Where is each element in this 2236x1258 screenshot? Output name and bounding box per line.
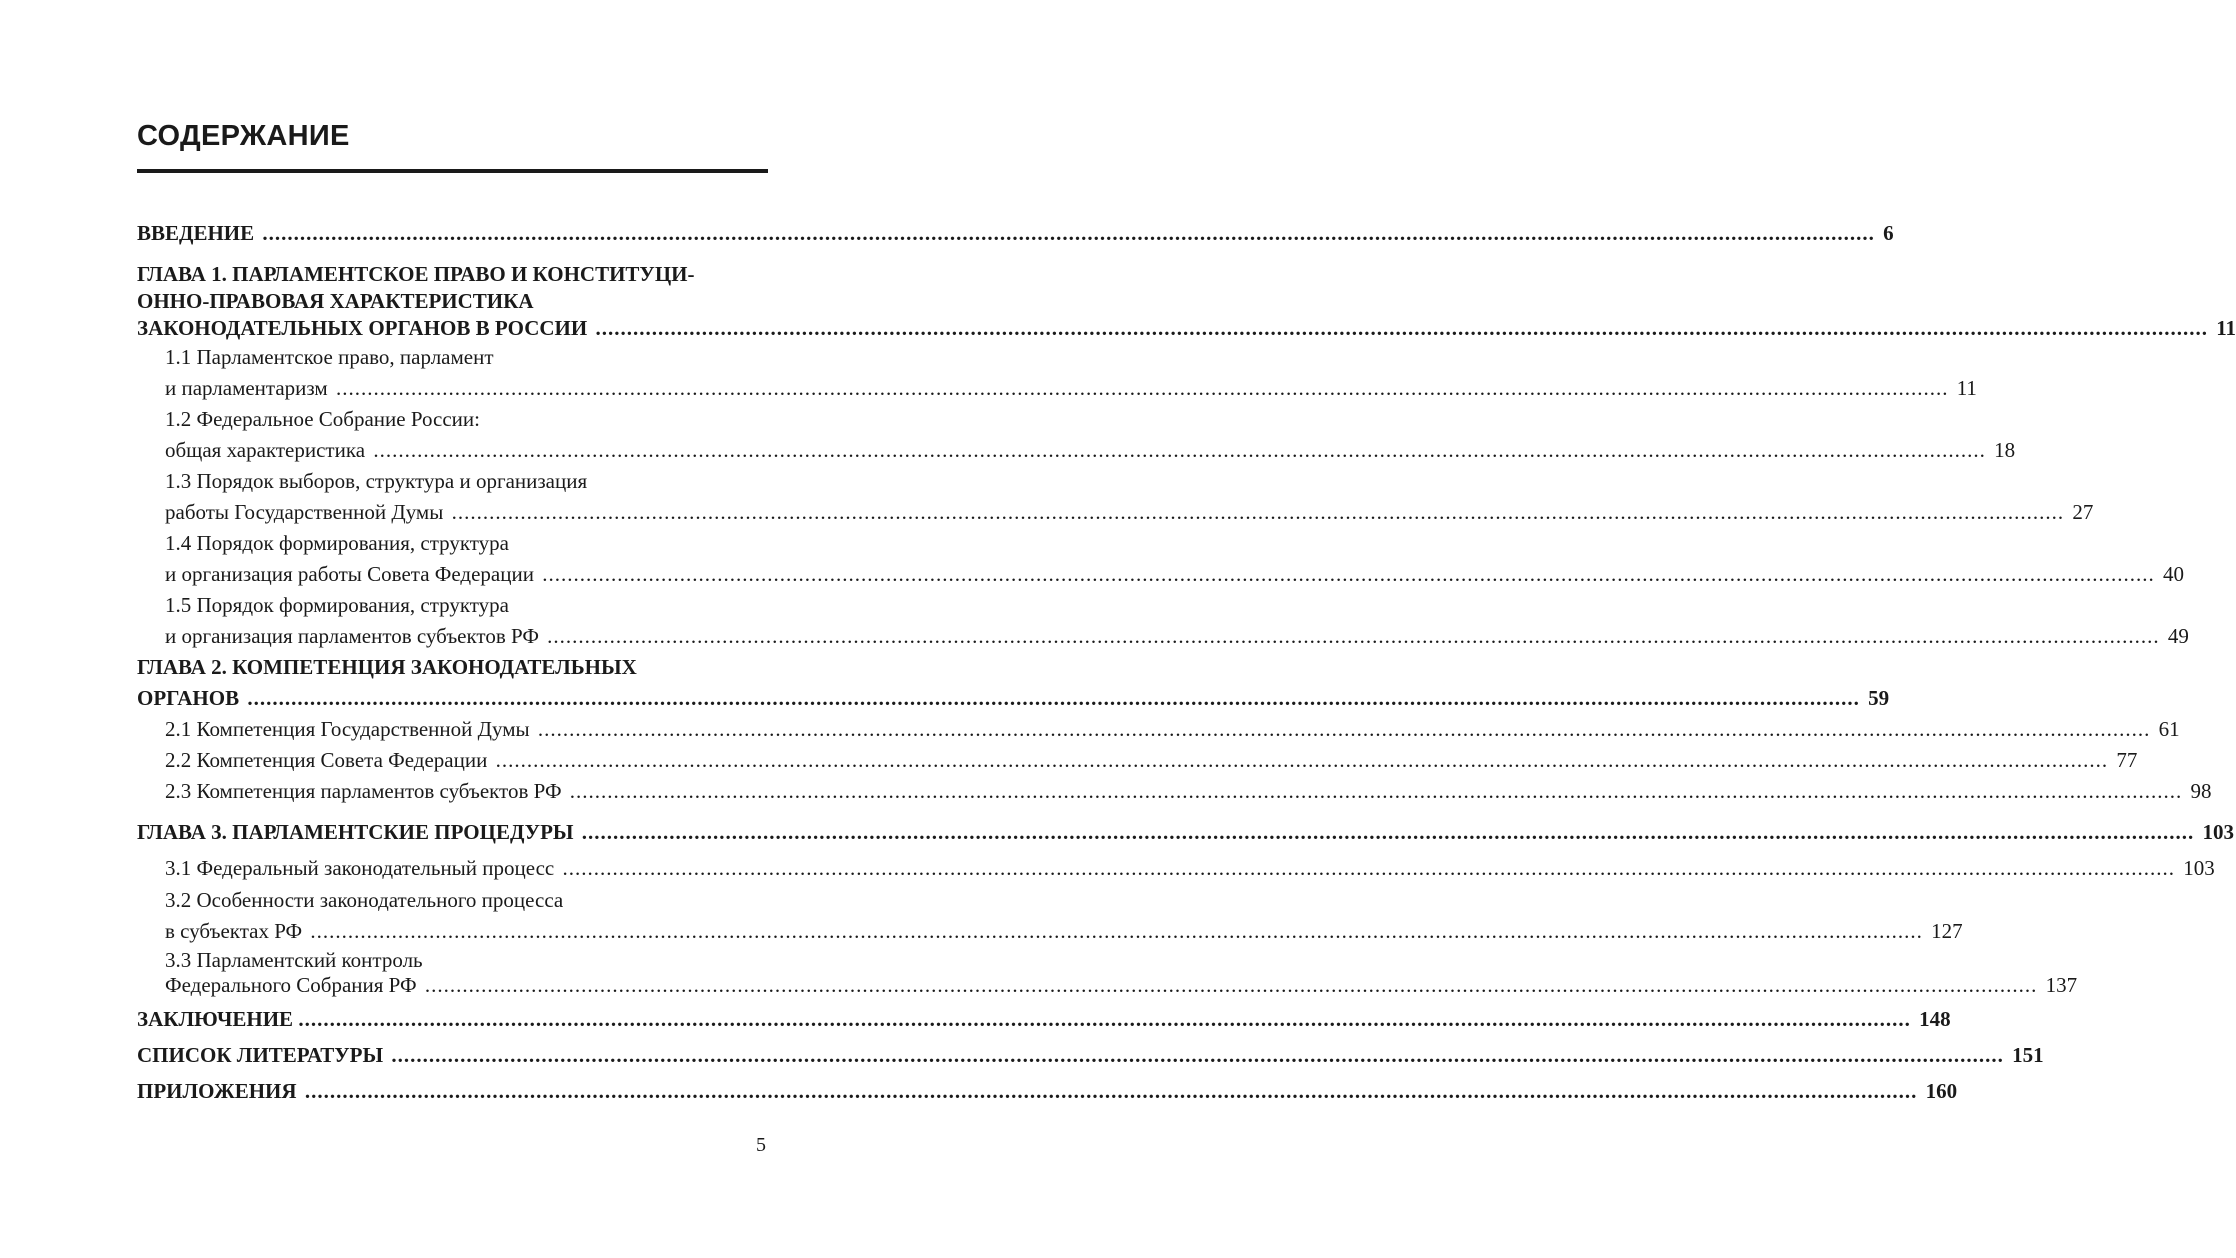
toc-entry-title: работы Государственной Думы	[165, 500, 444, 524]
toc-entry-title: и парламентаризм	[165, 376, 328, 400]
toc-page-number: 49	[2167, 624, 2189, 648]
dot-leader	[595, 316, 2208, 340]
dot-leader	[391, 1043, 2004, 1067]
dot-leader	[570, 779, 2183, 803]
toc-entry-title-line: ГЛАВА 1. ПАРЛАМЕНТСКОЕ ПРАВО И КОНСТИТУЦИ-	[137, 262, 695, 286]
toc-entry-section-1-1[interactable]	[137, 343, 1977, 402]
toc-entry-title: и организация работы Совета Федерации	[165, 562, 534, 586]
toc-entry-chapter-1[interactable]	[137, 261, 2236, 342]
toc-entry-intro[interactable]	[137, 219, 1894, 247]
toc-entry-chapter-3[interactable]	[137, 818, 2235, 846]
dot-leader	[425, 973, 2038, 997]
toc-entry-section-1-2[interactable]	[137, 405, 2016, 464]
dot-leader	[247, 686, 1860, 710]
dot-leader	[582, 820, 2195, 844]
toc-page-number: 27	[2072, 500, 2094, 524]
toc-entry-title: Федерального Собрания РФ	[165, 973, 417, 997]
toc-entry-title: ПРИЛОЖЕНИЯ	[137, 1079, 297, 1103]
dot-leader	[452, 500, 2065, 524]
toc-entry-title: 2.3 Компетенция парламентов субъектов РФ	[165, 779, 562, 803]
dot-leader	[547, 624, 2160, 648]
dot-leader	[336, 376, 1949, 400]
toc-page-number: 160	[1925, 1079, 1958, 1103]
toc-entry-title: общая характеристика	[165, 438, 366, 462]
toc-entry-title-line: ОННО-ПРАВОВАЯ ХАРАКТЕРИСТИКА	[137, 289, 534, 313]
toc-entry-title-line: 3.3 Парламентский контроль	[165, 948, 423, 972]
dot-leader	[563, 856, 2176, 880]
toc-page-number: 11	[1956, 376, 1977, 400]
toc-entry-section-2-2[interactable]	[137, 746, 2138, 774]
toc-entry-conclusion[interactable]	[137, 1005, 1951, 1033]
toc-page-number: 151	[2012, 1043, 2044, 1067]
toc-entry-title-line: 1.5 Порядок формирования, структура	[165, 593, 509, 617]
toc-entry-title: 3.1 Федеральный законодательный процесс	[165, 856, 555, 880]
toc-page-number: 11	[2216, 316, 2236, 340]
toc-entry-title: ГЛАВА 3. ПАРЛАМЕНТСКИЕ ПРОЦЕДУРЫ	[137, 820, 574, 844]
page-number: 5	[756, 1134, 766, 1156]
toc-page-number: 103	[2183, 856, 2215, 880]
toc-entry-title: ВВЕДЕНИЕ	[137, 221, 255, 245]
toc-entry-title-line: 1.4 Порядок формирования, структура	[165, 531, 509, 555]
toc-entry-references[interactable]	[137, 1041, 2044, 1069]
toc-entry-title-line: ГЛАВА 2. КОМПЕТЕНЦИЯ ЗАКОНОДАТЕЛЬНЫХ	[137, 655, 637, 679]
toc-entry-chapter-2[interactable]	[137, 653, 1890, 712]
toc-entry-title-line: 1.2 Федеральное Собрание России:	[165, 407, 480, 431]
toc-entry-title: СПИСОК ЛИТЕРАТУРЫ	[137, 1043, 384, 1067]
dot-leader	[298, 1007, 1911, 1031]
toc-page-number: 77	[2116, 748, 2138, 772]
toc-page-number: 61	[2158, 717, 2180, 741]
toc-entry-title: ОРГАНОВ	[137, 686, 240, 710]
toc-page-number: 137	[2045, 973, 2078, 997]
toc-page-number: 6	[1883, 221, 1894, 245]
toc-entry-section-1-4[interactable]	[137, 529, 2184, 588]
toc-entry-title: 2.2 Компетенция Совета Федерации	[165, 748, 488, 772]
toc-page-number: 148	[1919, 1007, 1951, 1031]
dot-leader	[310, 919, 1923, 943]
toc-page-number: 18	[1994, 438, 2016, 462]
toc-entry-title: 2.1 Компетенция Государственной Думы	[165, 717, 530, 741]
toc-entry-title-line: 1.3 Порядок выборов, структура и организация	[165, 469, 588, 493]
toc-entry-section-2-1[interactable]	[137, 715, 2180, 743]
toc-entry-title-line: 1.1 Парламентское право, парламент	[165, 345, 494, 369]
toc-entry-section-1-5[interactable]	[137, 591, 2189, 650]
toc-entry-title: в субъектах РФ	[165, 919, 303, 943]
dot-leader	[496, 748, 2109, 772]
page-title: СОДЕРЖАНИЕ	[137, 120, 350, 152]
toc-page-number: 59	[1868, 686, 1890, 710]
toc-entry-section-3-2[interactable]	[137, 886, 1963, 945]
toc-entry-section-3-3[interactable]	[137, 948, 2078, 998]
dot-leader	[262, 221, 1875, 245]
toc-entry-title: ЗАКОНОДАТЕЛЬНЫХ ОРГАНОВ В РОССИИ	[137, 316, 588, 340]
dot-leader	[538, 717, 2151, 741]
dot-leader	[305, 1079, 1918, 1103]
toc-page-number: 103	[2202, 820, 2235, 844]
toc-entry-title: и организация парламентов субъектов РФ	[165, 624, 539, 648]
toc-page-number: 98	[2190, 779, 2212, 803]
toc-page-number: 127	[1931, 919, 1963, 943]
toc-entry-section-1-3[interactable]	[137, 467, 2094, 526]
title-divider	[137, 169, 768, 173]
toc-entry-title: ЗАКЛЮЧЕНИЕ	[137, 1007, 294, 1031]
toc-page-number: 40	[2162, 562, 2184, 586]
toc-entry-section-3-1[interactable]	[137, 854, 2215, 882]
dot-leader	[373, 438, 1986, 462]
toc-entry-section-2-3[interactable]	[137, 777, 2212, 805]
toc-entry-appendices[interactable]	[137, 1077, 1958, 1105]
dot-leader	[542, 562, 2155, 586]
toc-entry-title-line: 3.2 Особенности законодательного процесса	[165, 888, 564, 912]
